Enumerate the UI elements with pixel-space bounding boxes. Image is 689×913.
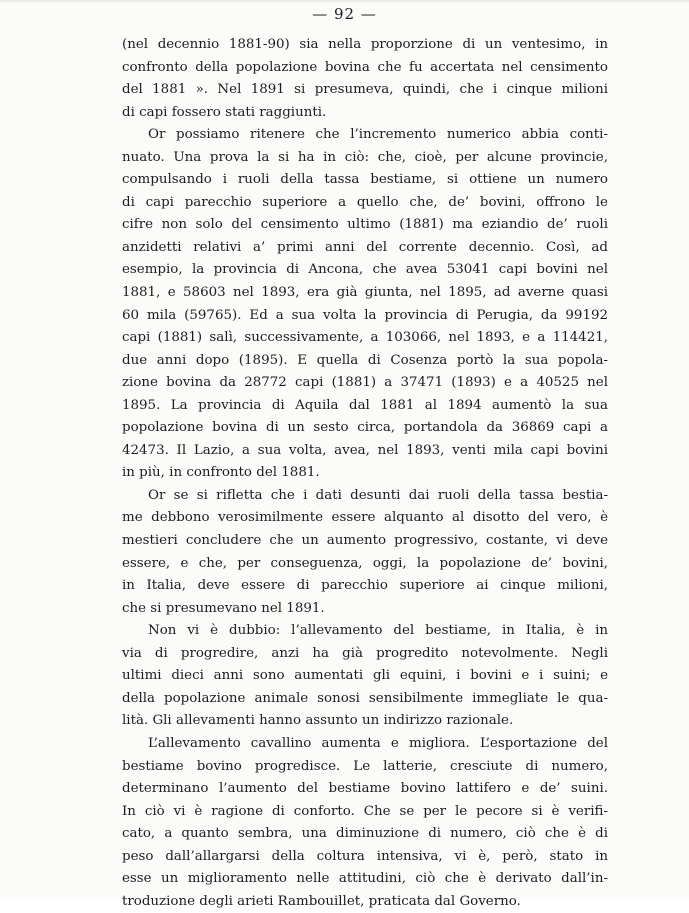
text-line: (nel decennio 1881-90) sia nella proporzione di un ventesimo, in [122,37,608,52]
text-line: esempio, la provincia di Ancona, che avea 53041 capi bovini nel [122,262,608,278]
text-line: essere, e che, per conseguenza, oggi, la popolazione de’ bovini, [122,555,608,571]
text-line: di capi parecchio superiore a quello che, de’ bovini, offrono le [122,194,608,210]
text-line: ultimi dieci anni sono aumentati gli equini, i bovini e i suini; e [122,668,608,684]
text-line: Or possiamo ritenere che l’incremento numerico abbia conti- [148,127,608,143]
text-line: cato, a quanto sembra, una diminuzione di numero, ciò che è di [122,826,608,842]
paragraph-2 [122,124,608,485]
text-line: 60 mila (59765). Ed a sua volta la provincia di Perugia, da 99192 [122,307,608,323]
text-line: cifre non solo del censimento ultimo (1881) ma eziandio de’ ruoli [122,217,608,233]
text-line: 1881, e 58603 nel 1893, era già giunta, nel 1895, ad averne quasi [122,285,608,301]
text-line: via di progredire, anzi ha già progredito notevolmente. Negli [122,645,608,661]
text-line: in più, in confronto del 1881. [122,465,320,481]
page-number: — 92 — [312,5,377,23]
text-line: di capi fossero stati raggiunti. [122,104,327,120]
text-line: determinano l’aumento del bestiame bovino lattifero e de’ suini. [122,781,608,797]
paragraph-4 [122,620,608,733]
text-line: lità. Gli allevamenti hanno assunto un indirizzo razionale. [122,713,514,729]
text-line: compulsando i ruoli della tassa bestiame, si ottiene un numero [122,172,608,188]
text-line: Non vi è dubbio: l’allevamento del bestiame, in Italia, è in [148,623,608,639]
text-line: confronto della popolazione bovina che fu accertata nel censimento [122,59,608,75]
text-line: due anni dopo (1895). E quella di Cosenza portò la sua popola- [122,352,608,368]
text-line: che si presumevano nel 1891. [122,600,325,616]
text-line: della popolazione animale sonosi sensibilmente immegliate le qua- [122,690,608,706]
text-line: zione bovina da 28772 capi (1881) a 37471 (1893) e a 40525 nel [122,375,608,391]
text-line: bestiame bovino progredisce. Le latterie, cresciute di numero, [122,758,608,774]
text-line: troduzione degli arieti Rambouillet, praticata dal Governo. [122,893,521,909]
text-line: me debbono verosimilmente essere alquanto al disotto del vero, è [122,510,608,526]
text-line: esse un miglioramento nelle attitudini, ciò che è derivato dall’in- [122,871,608,887]
text-body [122,34,608,913]
paragraph-5 [122,733,608,913]
paragraph-3 [122,485,608,620]
text-line: peso dall’allargarsi della coltura intensiva, vi è, però, stato in [122,848,608,864]
text-line: anzidetti relativi a’ primi anni del corrente decennio. Così, ad [122,239,608,255]
text-line: 42473. Il Lazio, a sua volta, avea, nel 1893, venti mila capi bovini [122,442,608,458]
text-line: in Italia, deve essere di parecchio superiore ai cinque milioni, [122,578,608,594]
text-line: popolazione bovina di un sesto circa, portandola da 36869 capi a [122,420,608,436]
text-line: In ciò vi è ragione di conforto. Che se per le pecore si è verifi- [122,803,608,819]
text-line: mestieri concludere che un aumento progressivo, costante, vi deve [122,533,608,549]
paragraph-1 [122,34,608,124]
text-line: nuato. Una prova la si ha in ciò: che, cioè, per alcune provincie, [122,149,608,165]
text-line: Or se si rifletta che i dati desunti dai ruoli della tassa bestia- [148,487,608,503]
text-line: 1895. La provincia di Aquila dal 1881 al 1894 aumentò la sua [122,397,608,413]
text-line: capi (1881) salì, successivamente, a 103066, nel 1893, e a 114421, [122,330,608,346]
text-line: L’allevamento cavallino aumenta e migliora. L’esportazione del [148,735,608,751]
text-line: del 1881 ». Nel 1891 si presumeva, quindi, che i cinque milioni [122,82,608,98]
scan-edge [0,0,689,3]
